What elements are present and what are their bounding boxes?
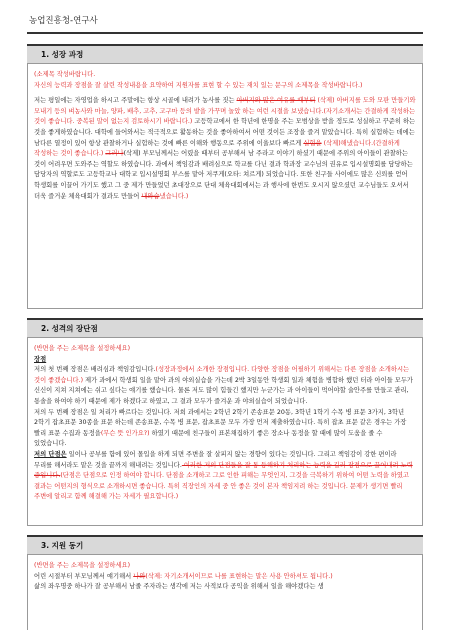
section-header-personality (27, 318, 423, 338)
section-header-motivation (27, 535, 423, 555)
paragraph: 저는 평일에는 자영업을 하시고 주말에는 항상 시골에 내려가 농사를 짓는 아버지와 많은 여유를 때부터 (삭제) 아버지를 도와 모판 만들기와 모내기 등의 벼농사와 마늘, 양파, 배추, 고추, 고구마 등의 밭을 가꾸며 놀았 하는 여런 시절을 보냈습니다.(자기소개서는 간결하게 작성하는 것이 좋습니다. 중복된 말이 없는지 검토하시기 바랍니다.) 고등학교에서 한 학년에 한명을 주는 모범상을 받을 정도로 성실하고 꾸준히 하는 것을 좋게하였습니다. 대학에 들어와서는 적극적으로 활동하는 것을 좋아하여서 어떤 것이든 조장을 즐겨 맡았습니다. 특히 실험하는 데에는 남다른 열정이 있어 항상 관찰하거나 실험하는 것에 빠른 이해와 행동으로 주위에 이울보다 빠르게 실험을 (삭제)해냈습니다.(간결하게 작성하는 것이 좋습니다.) 그러나(삭제) 부모님께서는 어렸을 때부터 공부해서 남 주라고 이야기 하셨기 때문에 주위의 아이들이 관찰하는 것이 어려우면 도와주는 역할도 하였습니다. 과에서 책임감과 배려심으로 학교를 다닌 결과 학과장 교수님의 권유로 입시설명회를 담당하는 담당자의 역할로도 고등학교나 대학교 입시설명회 부스를 맡아 저쿠게(오타: 쳐르게) 되었습니다. 또한 친구들 사이에도 많은 신뢰를 얻어 학생회를 이끌어 가기도 했고 그 중 제가 만들었던 초대장으로 단대 체육대회에서는 과 행사에 한번도 오시지 않으셨던 교수님들도 오셔서 더욱 즐거운 체육대회가 결과도 만들어 내와슴냈습니다.) (34, 97, 416, 200)
section-title: 2. 성격의 장단점 (41, 324, 98, 333)
hint-text: (반면을 주는 소제목을 설정하세요) (34, 562, 131, 569)
section-body-personality (27, 337, 423, 526)
hint-text: (소제목 작성바랍니다. (34, 71, 96, 78)
paragraph: 삶의 좌우명중 하나가 잘 공부해서 남줄 주자라는 생각에 저는 사적보다 공익을 위해서 일을 해야겠다는 생 (34, 583, 324, 591)
hint-text: 자신의 능력과 장점을 잘 살린 작성내용을 요약하여 지원자를 표현 할 수 있는 재치 있는 문구의 소제목을 작성바랍니다.) (34, 81, 363, 89)
document-title: 농업진흥청-연구사 (29, 16, 98, 26)
paragraph: 저의 두 번째 장점은 일 처리가 빠르다는 것입니다. 저희 과에서는 2학년 2학기 존송표문 20동, 3학년 1학기 수목 병 표문 3가지, 3학년 2학기 잡초표문 30종을 표문 하는데 존송표문, 수목 병 표문, 잡초표문 모두 가장 먼저 제출하였습니다. 특히 잡초 표문 같은 경우는 가장 빨리 표문 수집과 동정을(무슨 뜻 인가요?) 하였기 때문에 친구들이 표본채집하기 좋은 장소나 동정을 할 때에 많이 도움을 줄 수 있었습니다. (34, 408, 407, 448)
subheading-weakness: 저의 단점은 (34, 450, 67, 458)
hint-text: (반면을 주는 소제목을 설정하세요) (34, 345, 131, 352)
section-title: 1. 성장 과정 (41, 50, 84, 59)
subheading-strengths: 장점 (34, 355, 47, 363)
section-title: 3. 지원 동기 (41, 541, 84, 550)
paragraph: 저의 첫 번째 장점은 배려심과 책임감입니다.(성장과정에서 소개한 장점입니다. 다양한 장점을 어필하기 위해서는 다른 장점을 소개하시는 것이 좋겠습니다.) 제가 과에서 학생회 일을 맡아 과의 야외실습을 가는데 2박 3일동안 학생회 일과 체험을 병합하 했던 터라 아이들 모두가 신신이 지쳐 지쳐에는 쉬고 싶다는 얘기를 했습니다. 물론 저도 많이 힘들긴 했지만 누군가는 과 아이들이 먹어야할 술안주를 만들고 관리, 통솔을 하여야 하기 때문에 제가 하겠다고 하였고, 그 결과 모두가 즐겨운 과 야외실습이 되었습니다. (34, 366, 413, 405)
section-body-motivation (27, 554, 423, 630)
document-header (27, 10, 423, 34)
section-body-growth (27, 63, 423, 309)
paragraph: 저의 단점은 일이나 공부를 함에 있어 몰입을 하게 되면 주변을 잘 살피지 않는 경향이 있다는 것입니다. 그리고 책임감이 강한 편이라 무리를 해서라도 맡은 것을 끝까지 해내려는 것입니다. 이러한 저의 단점들을 잘 통 등해하기 처리하는 능력을 길러 장점으로 끌어내려 노력 중입니다.(단점은 단점으로 인정 하여야 합니다. 단점을 소개하고 그로 인한 피해는 무엇인지, 그것을 극복하기 위하여 어떤 노력을 하였고 결과는 어떤지의 형식으로 소개하시면 좋습니다. 특히 직장인의 자세 중 안 좋은 것이 본자 책임지려 하는 것입니다. 문제가 생기면 빨리 주변에 알리고 함께 해결해 가는 자세가 필요합니다.) (34, 450, 413, 501)
section-header-growth (27, 44, 423, 64)
paragraph: 어린 시절부터 부모님께서 얘기해서 나와(삭제: 자기소개서이므로 나를 표현하는 말은 사용 안하셔도 됩니다.) (34, 572, 333, 580)
